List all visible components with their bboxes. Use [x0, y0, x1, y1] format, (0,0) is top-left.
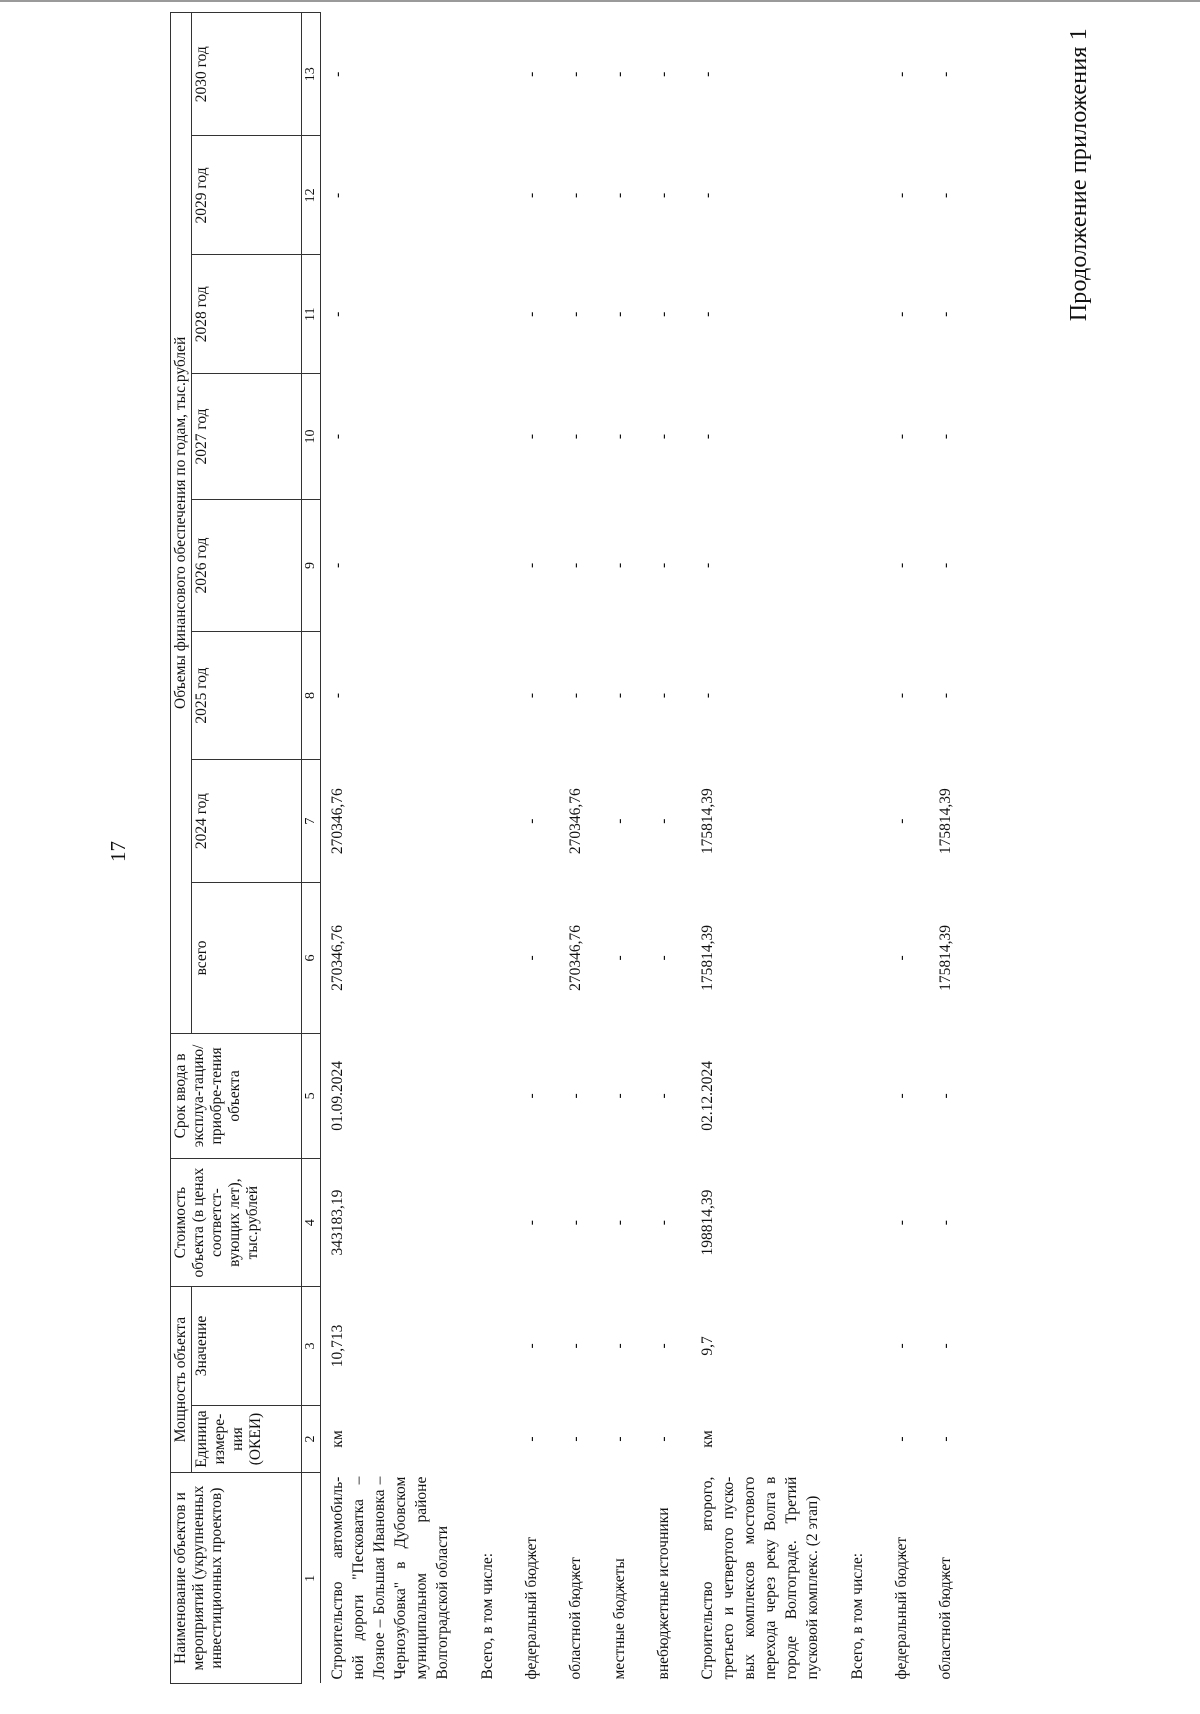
row-unit: -	[892, 1436, 910, 1442]
col-number: 3	[302, 1287, 321, 1406]
row-2025: -	[698, 692, 716, 699]
row-total: -	[654, 955, 672, 961]
row-deadline	[841, 1033, 885, 1159]
header-funding: Объемы финансового обеспечения по годам, тыс.рублей	[171, 13, 192, 1034]
header-total: всего	[192, 883, 302, 1033]
row-2027: -	[698, 433, 716, 440]
row-deadline: -	[936, 1093, 954, 1099]
col-number: 5	[302, 1033, 321, 1159]
row-name: Всего, в том числе:	[478, 1552, 496, 1680]
row-total: 270346,76	[566, 925, 584, 991]
col-number: 4	[302, 1159, 321, 1287]
row-name: внебюджетные источники	[654, 1507, 672, 1680]
row-deadline: -	[654, 1093, 672, 1099]
row-total: -	[610, 955, 628, 961]
row-name: федеральный бюджет	[522, 1536, 540, 1680]
table-row	[321, 13, 471, 1684]
row-2029: -	[698, 192, 716, 198]
row-name: Всего, в том числе:	[848, 1552, 866, 1680]
row-2028: -	[566, 311, 584, 317]
row-2030: -	[610, 71, 628, 77]
row-2028: -	[610, 311, 628, 317]
row-total: 175814,39	[698, 925, 716, 991]
row-total: 270346,76	[329, 925, 346, 991]
row-2024: 270346,76	[329, 788, 346, 855]
row-name: областной бюджет	[936, 1557, 954, 1680]
row-unit: -	[522, 1436, 540, 1442]
row-2026: -	[936, 562, 954, 569]
row-2027: -	[610, 433, 628, 440]
row-value	[841, 1287, 885, 1406]
row-2024: 270346,76	[566, 788, 584, 855]
table-row	[471, 13, 515, 1684]
row-2030: -	[698, 71, 716, 77]
row-2029: -	[522, 192, 540, 198]
row-2028: -	[936, 311, 954, 317]
col-number: 11	[302, 255, 321, 374]
row-cost: -	[936, 1220, 954, 1226]
header-2025: 2025 год	[192, 632, 302, 760]
col-number: 7	[302, 759, 321, 882]
row-2027: -	[522, 433, 540, 440]
row-2027: -	[654, 433, 672, 440]
row-2028	[471, 255, 515, 374]
page-number: 17	[106, 841, 130, 862]
row-unit: -	[566, 1436, 584, 1442]
row-2025: -	[936, 692, 954, 699]
col-number: 8	[302, 632, 321, 760]
col-number: 12	[302, 136, 321, 255]
row-cost	[471, 1159, 515, 1287]
row-2025: -	[566, 692, 584, 699]
header-2027: 2027 год	[192, 374, 302, 500]
row-2026: -	[698, 562, 716, 569]
row-2028	[841, 255, 885, 374]
row-2028: -	[892, 311, 910, 317]
table-row	[603, 13, 647, 1684]
table-row	[841, 13, 885, 1684]
row-2029: -	[892, 192, 910, 198]
row-name: Строительство автомобиль-ной дороги "Песковатка – Лозное – Большая Ивановка – Чернозубовка" в Дубовском муниципальном районе Волгоградской области	[329, 1476, 451, 1680]
header-2024: 2024 год	[192, 759, 302, 882]
col-number: 6	[302, 883, 321, 1033]
header-2030: 2030 год	[192, 13, 302, 136]
row-value: 9,7	[698, 1336, 716, 1356]
header-2029: 2029 год	[192, 136, 302, 255]
row-2027	[471, 374, 515, 500]
row-unit: -	[654, 1436, 672, 1442]
row-2027: -	[936, 433, 954, 440]
row-name: областной бюджет	[566, 1557, 584, 1680]
row-name: местные бюджеты	[610, 1558, 628, 1680]
row-2025: -	[610, 692, 628, 699]
row-2029: -	[566, 192, 584, 198]
header-deadline: Срок ввода в эксплуа-тацию/ приобре-тения объекта	[171, 1033, 302, 1159]
col-number: 10	[302, 374, 321, 500]
row-deadline: -	[566, 1093, 584, 1099]
header-2026: 2026 год	[192, 499, 302, 631]
row-2024: -	[522, 818, 540, 824]
row-name: федеральный бюджет	[892, 1536, 910, 1680]
row-2025: -	[522, 692, 540, 699]
row-value: -	[566, 1343, 584, 1349]
header-capacity: Мощность объекта	[171, 1287, 192, 1473]
table-row	[691, 13, 841, 1684]
row-2025	[471, 632, 515, 760]
row-2030: -	[329, 71, 346, 77]
row-cost: -	[610, 1220, 628, 1226]
header-2028: 2028 год	[192, 255, 302, 374]
row-2026	[471, 499, 515, 631]
row-value: 10,713	[329, 1324, 346, 1368]
row-deadline: -	[610, 1093, 628, 1099]
row-deadline: 01.09.2024	[329, 1061, 346, 1131]
row-2026: -	[566, 562, 584, 569]
row-2027: -	[566, 433, 584, 440]
row-total	[841, 883, 885, 1033]
row-unit	[841, 1405, 885, 1472]
row-cost	[841, 1159, 885, 1287]
row-2028: -	[329, 311, 346, 317]
row-2027	[841, 374, 885, 500]
row-2027: -	[892, 433, 910, 440]
row-2026	[841, 499, 885, 631]
row-2027: -	[329, 433, 346, 440]
row-2026: -	[892, 562, 910, 569]
row-2030: -	[936, 71, 954, 77]
row-total: -	[892, 955, 910, 961]
row-2024: -	[654, 818, 672, 824]
col-number: 13	[302, 13, 321, 136]
row-2024: -	[610, 818, 628, 824]
row-2029	[841, 136, 885, 255]
row-2028: -	[698, 311, 716, 317]
row-2030	[471, 13, 515, 136]
row-2028: -	[654, 311, 672, 317]
header-value: Значение	[192, 1287, 302, 1406]
row-value: -	[522, 1343, 540, 1349]
row-value: -	[936, 1343, 954, 1349]
row-value: -	[654, 1343, 672, 1349]
header-name: Наименование объектов и мероприятий (укрупненных инвестиционных проектов)	[171, 1473, 302, 1684]
row-2024	[841, 759, 885, 882]
row-unit: -	[936, 1436, 954, 1442]
row-2030: -	[566, 71, 584, 77]
row-2026: -	[654, 562, 672, 569]
row-2030: -	[654, 71, 672, 77]
table-row	[885, 13, 929, 1684]
row-cost: -	[522, 1220, 540, 1226]
col-number: 9	[302, 499, 321, 631]
row-2025	[841, 632, 885, 760]
row-total: -	[522, 955, 540, 961]
row-2026: -	[610, 562, 628, 569]
row-2024: -	[892, 818, 910, 824]
row-unit: км	[329, 1430, 346, 1448]
row-2029: -	[654, 192, 672, 198]
row-cost: 198814,39	[698, 1189, 716, 1256]
table-row	[929, 13, 973, 1684]
row-deadline	[471, 1033, 515, 1159]
rotated-content	[6, 0, 1194, 1714]
row-cost: -	[892, 1220, 910, 1226]
continuation-title: Продолжение приложения 1	[1066, 28, 1092, 322]
header-unit: Единица измере-ния (ОКЕИ)	[192, 1405, 302, 1472]
row-cost: -	[566, 1220, 584, 1226]
investment-table	[170, 12, 973, 1684]
row-deadline: 02.12.2024	[698, 1061, 716, 1131]
row-name: Строительство второго, третьего и четвертого пуско-вых комплексов мостового перехода через реку Волга в городе Волгограде. Третий пусковой комплекс. (2 этап)	[698, 1476, 821, 1680]
row-2026: -	[329, 562, 346, 569]
row-value: -	[610, 1343, 628, 1349]
row-total	[471, 883, 515, 1033]
row-2025: -	[654, 692, 672, 699]
row-2025: -	[892, 692, 910, 699]
row-cost: 343183,19	[329, 1189, 346, 1256]
row-deadline: -	[522, 1093, 540, 1099]
col-number: 1	[302, 1473, 321, 1684]
table-row	[515, 13, 559, 1684]
row-cost: -	[654, 1220, 672, 1226]
row-2024: 175814,39	[936, 788, 954, 855]
row-2024: 175814,39	[698, 788, 716, 855]
row-2024	[471, 759, 515, 882]
row-2029: -	[936, 192, 954, 198]
row-unit	[471, 1405, 515, 1472]
row-2030	[841, 13, 885, 136]
row-2030: -	[522, 71, 540, 77]
col-number: 2	[302, 1405, 321, 1472]
row-2028: -	[522, 311, 540, 317]
row-total: 175814,39	[936, 925, 954, 991]
row-2030: -	[892, 71, 910, 77]
row-2029: -	[610, 192, 628, 198]
row-value: -	[892, 1343, 910, 1349]
row-2029	[471, 136, 515, 255]
header-cost: Стоимость объекта (в ценах соответст-вующих лет), тыс.рублей	[171, 1159, 302, 1287]
row-unit: км	[698, 1430, 716, 1448]
row-2026: -	[522, 562, 540, 569]
table-row	[559, 13, 603, 1684]
row-value	[471, 1287, 515, 1406]
row-2025: -	[329, 692, 346, 699]
row-deadline: -	[892, 1093, 910, 1099]
row-2029: -	[329, 192, 346, 198]
row-unit: -	[610, 1436, 628, 1442]
table-row	[647, 13, 691, 1684]
